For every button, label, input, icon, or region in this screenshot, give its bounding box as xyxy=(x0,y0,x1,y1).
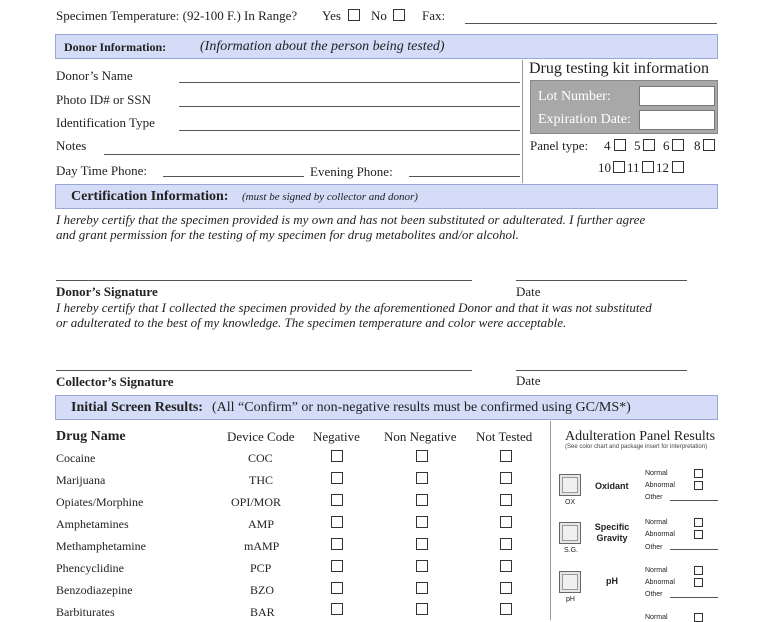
drug-name: Amphetamines xyxy=(56,517,129,531)
collector-signature-label: Collector’s Signature xyxy=(56,374,174,389)
evening-phone-field[interactable] xyxy=(409,176,520,177)
device-code: COC xyxy=(248,451,273,465)
non-negative-checkbox[interactable] xyxy=(416,560,428,572)
panel-10-label: 10 xyxy=(598,160,611,175)
donor-signature-field[interactable] xyxy=(56,280,472,281)
sg-abnormal-checkbox[interactable] xyxy=(694,530,703,539)
panel-8-checkbox[interactable] xyxy=(703,139,715,151)
day-phone-label: Day Time Phone: xyxy=(56,163,148,178)
fax-field[interactable] xyxy=(465,23,717,24)
oxidant-abnormal-checkbox[interactable] xyxy=(694,481,703,490)
not-tested-checkbox[interactable] xyxy=(500,494,512,506)
not-tested-checkbox[interactable] xyxy=(500,603,512,615)
not-tested-checkbox[interactable] xyxy=(500,582,512,594)
panel-type-label: Panel type: xyxy=(530,138,589,153)
device-code: BZO xyxy=(250,583,274,597)
donor-info-subtitle: (Information about the person being tested) xyxy=(200,39,445,54)
sg-code: S.G. xyxy=(564,547,579,554)
donor-info-title: Donor Information: xyxy=(64,40,167,54)
oxidant-abnormal-label: Abnormal xyxy=(645,482,675,489)
panel-4-checkbox[interactable] xyxy=(614,139,626,151)
sg-label: Specific Gravity xyxy=(594,522,630,543)
not-tested-checkbox[interactable] xyxy=(500,538,512,550)
notes-field[interactable] xyxy=(104,154,520,155)
oxidant-label: Oxidant xyxy=(595,481,629,491)
temp-yes-label: Yes xyxy=(322,8,341,23)
drug-name: Marijuana xyxy=(56,473,106,487)
oxidant-normal-label: Normal xyxy=(645,470,668,477)
not-tested-checkbox[interactable] xyxy=(500,560,512,572)
device-code: AMP xyxy=(248,517,275,531)
panel-8-label: 8 xyxy=(694,138,701,153)
panel-12-label: 12 xyxy=(656,160,669,175)
certification-subtitle: (must be signed by collector and donor) xyxy=(242,191,418,203)
drug-name: Methamphetamine xyxy=(56,539,146,553)
results-band xyxy=(55,395,718,420)
adulteration-note: (See color chart and package insert for interpretation) xyxy=(565,444,708,450)
fax-label: Fax: xyxy=(422,8,446,23)
donor-cert-text-2: and grant permission for the testing of my specimen for drug metabolites and/or alcohol. xyxy=(56,227,519,242)
device-code: OPI/MOR xyxy=(231,495,282,509)
lot-number-label: Lot Number: xyxy=(538,89,611,104)
collector-cert-text-1: I hereby certify that I collected the specimen provided by the aforementioned Donor and that it was not substituted xyxy=(56,300,652,315)
donor-info-band xyxy=(55,34,718,59)
results-title: Initial Screen Results: xyxy=(71,400,203,415)
donor-date-field[interactable] xyxy=(516,280,687,281)
certification-title: Certification Information: xyxy=(71,189,229,204)
panel-5-label: 5 xyxy=(634,138,641,153)
not-tested-checkbox[interactable] xyxy=(500,516,512,528)
evening-phone-label: Evening Phone: xyxy=(310,164,393,179)
donor-name-label: Donor’s Name xyxy=(56,68,133,83)
temp-yes-checkbox[interactable] xyxy=(348,9,360,21)
header-device-code: Device Code xyxy=(227,429,295,444)
id-type-field[interactable] xyxy=(179,130,520,131)
donor-signature-label: Donor’s Signature xyxy=(56,284,158,299)
non-negative-checkbox[interactable] xyxy=(416,516,428,528)
non-negative-checkbox[interactable] xyxy=(416,494,428,506)
donor-cert-text-1: I hereby certify that the specimen provided is my own and has not been substituted or adulterated. I further agree xyxy=(56,212,646,227)
ph-label: pH xyxy=(606,576,618,586)
drug-name: Barbiturates xyxy=(56,605,115,619)
temp-no-checkbox[interactable] xyxy=(393,9,405,21)
panel-6-label: 6 xyxy=(663,138,670,153)
non-negative-checkbox[interactable] xyxy=(416,538,428,550)
device-code: mAMP xyxy=(244,539,280,553)
donor-name-field[interactable] xyxy=(179,82,520,83)
expiration-date-label: Expiration Date: xyxy=(538,112,631,127)
device-code: THC xyxy=(249,473,273,487)
collector-signature-field[interactable] xyxy=(56,370,472,371)
collector-date-label: Date xyxy=(516,373,541,388)
drug-name: Cocaine xyxy=(56,451,96,465)
device-code: BAR xyxy=(250,605,275,619)
sg-abnormal-label: Abnormal xyxy=(645,531,675,538)
negative-checkbox[interactable] xyxy=(331,516,343,528)
specimen-temp-label: Specimen Temperature: (92-100 F.) In Range? xyxy=(56,8,298,23)
ph-abnormal-label: Abnormal xyxy=(645,579,675,586)
oxidant-normal-checkbox[interactable] xyxy=(694,469,703,478)
results-subtitle: (All “Confirm” or non-negative results must be confirmed using GC/MS*) xyxy=(212,400,631,415)
panel-12-checkbox[interactable] xyxy=(672,161,684,173)
non-negative-checkbox[interactable] xyxy=(416,603,428,615)
negative-checkbox[interactable] xyxy=(331,450,343,462)
non-negative-checkbox[interactable] xyxy=(416,472,428,484)
sg-other-label: Other xyxy=(645,544,663,551)
panel-11-label: 11 xyxy=(627,160,640,175)
adulteration-title: Adulteration Panel Results xyxy=(565,429,716,444)
lot-number-input[interactable] xyxy=(639,86,715,106)
drug-name: Phencyclidine xyxy=(56,561,124,575)
non-negative-checkbox[interactable] xyxy=(416,582,428,594)
next-normal-label: Normal xyxy=(645,614,668,621)
oxidant-color-pad xyxy=(559,474,581,496)
donor-date-label: Date xyxy=(516,284,541,299)
not-tested-checkbox[interactable] xyxy=(500,450,512,462)
id-type-label: Identification Type xyxy=(56,115,155,130)
oxidant-other-field[interactable] xyxy=(670,500,718,501)
device-code: PCP xyxy=(250,561,272,575)
photo-id-label: Photo ID# or SSN xyxy=(56,92,151,107)
collector-date-field[interactable] xyxy=(516,370,687,371)
sg-other-field[interactable] xyxy=(670,549,718,550)
collector-cert-text-2: or adulterated to the best of my knowledge. The specimen temperature and color were acceptable. xyxy=(56,315,567,330)
panel-4-label: 4 xyxy=(604,138,611,153)
day-phone-field[interactable] xyxy=(163,176,304,177)
temp-no-label: No xyxy=(371,8,387,23)
not-tested-checkbox[interactable] xyxy=(500,472,512,484)
certification-band xyxy=(55,184,718,209)
drug-name: Benzodiazepine xyxy=(56,583,133,597)
ph-normal-label: Normal xyxy=(645,567,668,574)
negative-checkbox[interactable] xyxy=(331,603,343,615)
header-not-tested: Not Tested xyxy=(476,429,533,444)
ph-normal-checkbox[interactable] xyxy=(694,566,703,575)
ph-other-field[interactable] xyxy=(670,597,718,598)
ph-color-pad xyxy=(559,571,581,593)
sg-normal-checkbox[interactable] xyxy=(694,518,703,527)
photo-id-field[interactable] xyxy=(179,106,520,107)
next-normal-checkbox[interactable] xyxy=(694,613,703,622)
expiration-date-input[interactable] xyxy=(639,110,715,130)
ph-code: pH xyxy=(566,596,575,603)
header-non-negative: Non Negative xyxy=(384,429,457,444)
donor-kit-divider xyxy=(522,60,523,183)
negative-checkbox[interactable] xyxy=(331,538,343,550)
kit-info-box xyxy=(530,80,718,134)
negative-checkbox[interactable] xyxy=(331,494,343,506)
drug-name: Opiates/Morphine xyxy=(56,495,144,509)
sg-color-pad xyxy=(559,522,581,544)
results-divider xyxy=(550,421,551,620)
panel-5-checkbox[interactable] xyxy=(643,139,655,151)
sg-normal-label: Normal xyxy=(645,519,668,526)
non-negative-checkbox[interactable] xyxy=(416,450,428,462)
kit-info-title: Drug testing kit information xyxy=(529,60,709,77)
ph-abnormal-checkbox[interactable] xyxy=(694,578,703,587)
notes-label: Notes xyxy=(56,138,87,153)
oxidant-code: OX xyxy=(565,499,576,506)
negative-checkbox[interactable] xyxy=(331,472,343,484)
negative-checkbox[interactable] xyxy=(331,582,343,594)
panel-6-checkbox[interactable] xyxy=(672,139,684,151)
header-drug-name: Drug Name xyxy=(56,429,126,444)
panel-11-checkbox[interactable] xyxy=(642,161,654,173)
panel-10-checkbox[interactable] xyxy=(613,161,625,173)
oxidant-other-label: Other xyxy=(645,494,663,501)
negative-checkbox[interactable] xyxy=(331,560,343,572)
header-negative: Negative xyxy=(313,429,360,444)
ph-other-label: Other xyxy=(645,591,663,598)
